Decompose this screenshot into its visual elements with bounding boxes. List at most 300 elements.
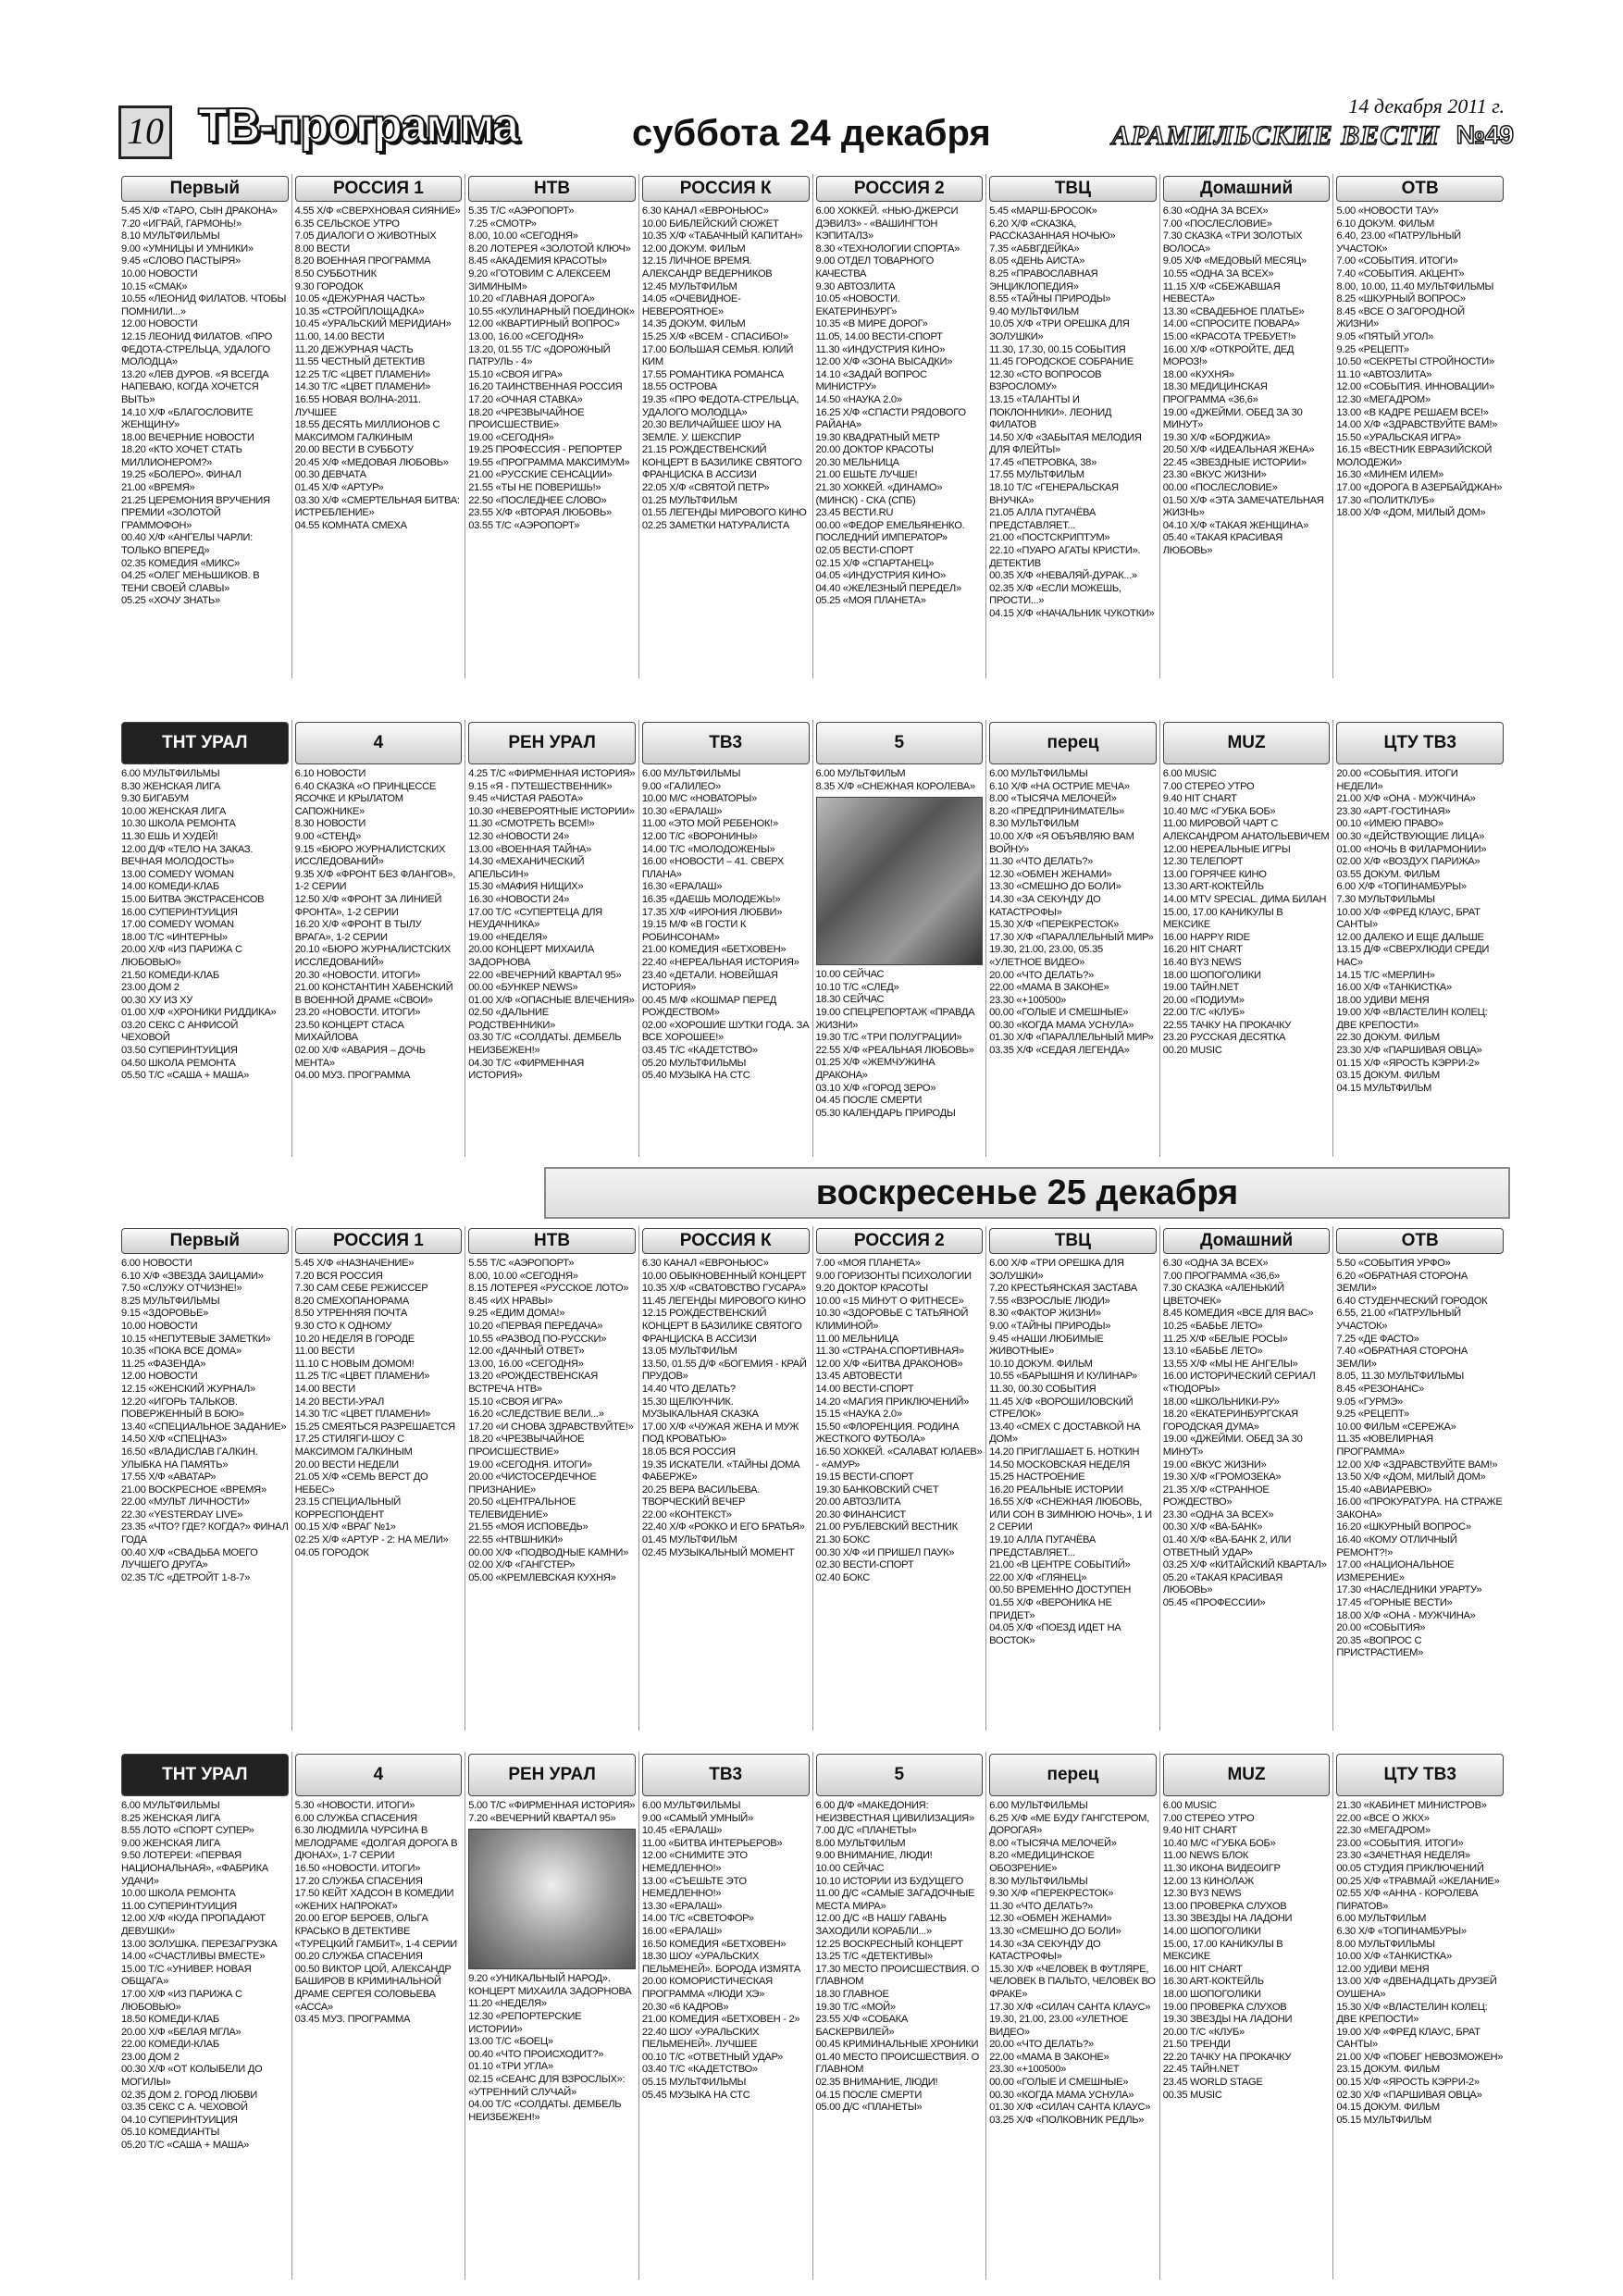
program-item: 23.20 РУССКАЯ ДЕСЯТКА — [1162, 1032, 1286, 1044]
program-item: 13.30 «СМЕШНО ДО БОЛИ» — [989, 881, 1121, 893]
program-item: 18.10 Т/С «ГЕНЕРАЛЬСКАЯ ВНУЧКА» — [989, 482, 1119, 506]
program-item: 14.00 «СЧАСТЛИВЫ ВМЕСТЕ» — [121, 1951, 266, 1963]
program-item: 02.15 «СЕАНС ДЛЯ ВЗРОСЛЫХ»: «УТРЕННИЙ СЛУЧАЙ» — [468, 2073, 626, 2098]
program-item: 10.30 ШКОЛА РЕМОНТА — [121, 818, 236, 830]
channel-logo: РОССИЯ К — [642, 176, 810, 202]
program-item: 14.15 Т/С «МЕРЛИН» — [1336, 969, 1435, 981]
program-item: 9.20 «ГОТОВИМ С АЛЕКСЕЕМ ЗИМИНЫМ» — [468, 267, 611, 292]
program-item: 22.45 «ЗВЕЗДНЫЕ ИСТОРИИ» — [1162, 456, 1307, 468]
program-item: 22.00 Т/С «КЛУБ» — [1162, 1007, 1245, 1019]
program-item: 15.00 БИТВА ЭКСТРАСЕНСОВ — [121, 893, 265, 905]
program-item: 18.00 Х/Ф «ДОМ, МИЛЫЙ ДОМ» — [1336, 507, 1486, 519]
program-list — [1163, 1258, 1331, 1610]
program-item: 04.45 ПОСЛЕ СМЕРТИ — [815, 1095, 923, 1107]
program-item: 05.15 МУЛЬТФИЛЬМ — [1336, 2114, 1432, 2126]
program-item: 00.10 «ИМЕЮ ПРАВО» — [1336, 818, 1443, 830]
program-item: 7.25 «СМОТР» — [468, 217, 537, 230]
channel-logo: ТНТ УРАЛ — [121, 722, 289, 764]
program-item: 6.00 MUSIC — [1162, 768, 1217, 779]
program-item: 14.10 Х/Ф «БЛАГОСЛОВИТЕ ЖЕНЩИНУ» — [121, 406, 254, 431]
program-item: 12.00 НОВОСТИ — [121, 1371, 198, 1383]
program-item: 05.25 «МОЯ ПЛАНЕТА» — [815, 595, 926, 607]
program-item: 14.05 «ОЧЕВИДНОЕ-НЕВЕРОЯТНОЕ» — [641, 293, 741, 317]
program-item: 17.00 БОЛЬШАЯ СЕМЬЯ. ЮЛИЙ КИМ — [641, 343, 794, 368]
program-item: 03.45 Т/С «КАДЕТСТВО» — [641, 1045, 758, 1057]
program-item: 8.30 «ФАКТОР ЖИЗНИ» — [989, 1308, 1101, 1320]
program-item: 02.25 Х/Ф «АРТУР - 2: НА МЕЛИ» — [294, 1534, 449, 1546]
program-item: 21.00 «ПОСТСКРИПТУМ» — [989, 532, 1110, 544]
program-list — [1163, 205, 1331, 558]
program-item: 12.30 «МЕГАДРОМ» — [1336, 393, 1431, 405]
program-item: 11.15 Х/Ф «СБЕЖАВШАЯ НЕВЕСТА» — [1162, 280, 1281, 305]
channel-column — [986, 1226, 1160, 1731]
program-item: 15.30 Х/Ф «ВЛАСТЕЛИН КОЛЕЦ: ДВЕ КРЕПОСТИ» — [1336, 2001, 1488, 2026]
program-item: 11.30 «ЧТО ДЕЛАТЬ?» — [989, 856, 1094, 868]
program-item: 5.50 «СОБЫТИЯ УРФО» — [1336, 1258, 1451, 1269]
channel-logo: ТВЦ — [989, 1228, 1157, 1254]
program-item: 16.25 Х/Ф «СПАСТИ РЯДОВОГО РАЙАНА» — [815, 406, 966, 431]
program-item: 8.20 СМЕХОПАНОРАМА — [294, 1295, 409, 1307]
program-item: 22.20 ТАЧКУ НА ПРОКАЧКУ — [1162, 2051, 1292, 2063]
program-item: 10.55 «ЛЕОНИД ФИЛАТОВ. ЧТОБЫ ПОМНИЛИ...» — [121, 293, 287, 317]
program-item: 18.30 МЕДИЦИНСКАЯ ПРОГРАММА «36,6» — [1162, 381, 1268, 405]
program-list — [816, 1258, 984, 1584]
program-item: 7.00 «ПОСЛЕСЛОВИЕ» — [1162, 217, 1272, 230]
program-item: 16.30 ART-КОКТЕЙЛЬ — [1162, 1976, 1264, 1988]
program-item: 14.00 КОМЕДИ-КЛАБ — [121, 881, 219, 893]
program-item: 20.30 «НОВОСТИ. ИТОГИ» — [294, 969, 421, 981]
program-item: 11.30 «ЧТО ДЕЛАТЬ?» — [989, 1900, 1094, 1912]
program-list — [1336, 1258, 1504, 1660]
program-item: 8.45 «АКАДЕМИЯ КРАСОТЫ» — [468, 255, 607, 267]
sunday-row-2 — [118, 1752, 1506, 2279]
program-item: 8.15 ЛОТЕРЕЯ «РУССКОЕ ЛОТО» — [468, 1283, 629, 1295]
program-item: 18.00 Х/Ф «ОНА - МУЖЧИНА» — [1336, 1609, 1476, 1621]
program-item: 17.25 СТИЛЯГИ-ШОУ С МАКСИМОМ ГАЛКИНЫМ — [294, 1433, 413, 1458]
program-item: 02.35 Х/Ф «ЕСЛИ МОЖЕШЬ, ПРОСТИ...» — [989, 582, 1121, 607]
program-item: 10.25 «БАБЬЕ ЛЕТО» — [1162, 1320, 1263, 1332]
program-item: 17.30 Х/Ф «СИЛАЧ САНТА КЛАУС» — [989, 2001, 1151, 2013]
program-item: 8.00 ВЕСТИ — [294, 242, 351, 254]
program-item: 19.15 М/Ф «В ГОСТИ К РОБИНСОНАМ» — [641, 919, 747, 943]
channel-column — [639, 1752, 813, 2279]
program-item: 5.35 Т/С «АЭРОПОРТ» — [468, 205, 575, 217]
program-item: 17.45 «ПЕТРОВКА, 38» — [989, 456, 1097, 468]
program-item: 7.50 «СЛУЖУ ОТЧИЗНЕ!» — [121, 1283, 242, 1295]
saturday-row-2 — [118, 720, 1506, 1157]
program-item: 12.15 ЛЕОНИД ФИЛАТОВ. «ПРО ФЕДОТА-СТРЕЛЬЦА, УДАЛОГО МОЛОДЦА» — [121, 330, 272, 368]
program-item: 11.30, 00.30 СОБЫТИЯ — [989, 1383, 1096, 1395]
program-item: 8.30 МУЛЬТФИЛЬМЫ — [989, 1875, 1088, 1887]
program-item: 17.30 «НАСЛЕДНИКИ УРАРТУ» — [1336, 1584, 1482, 1596]
program-item: 00.00 «ГОЛЫЕ И СМЕШНЫЕ» — [989, 1007, 1129, 1019]
program-item: 17.20 «И СНОВА ЗДРАВСТВУЙТЕ!» — [468, 1421, 634, 1433]
program-item: 6.40 СТУДЕНЧЕСКИЙ ГОРОДОК — [1336, 1295, 1488, 1307]
program-item: 18.20 «ЧРЕЗВЫЧАЙНОЕ ПРОИСШЕСТВИЕ» — [468, 1433, 585, 1458]
program-item: 12.30 «ОБМЕН ЖЕНАМИ» — [989, 868, 1112, 880]
program-item: 12.00 Д/С «В НАШУ ГАВАНЬ ЗАХОДИЛИ КОРАБЛИ...» — [815, 1913, 947, 1937]
program-item: 23.45 ВЕСТИ.RU — [815, 507, 894, 519]
program-item: 05.00 Д/С «ПЛАНЕТЫ» — [815, 2102, 923, 2114]
program-item: 02.00 Х/Ф «ВОЗДУХ ПАРИЖА» — [1336, 856, 1481, 868]
program-item: 15.30 Х/Ф «ПЕРЕКРЕСТОК» — [989, 919, 1120, 931]
program-item: 02.35 Т/С «ДЕТРОЙТ 1-8-7» — [121, 1571, 251, 1583]
program-item: 19.30, 21.00, 23.00 «УЛЕТНОЕ ВИДЕО» — [989, 2014, 1129, 2038]
program-item: 04.10 СУПЕРИНТУИЦИЯ — [121, 2114, 238, 2126]
channel-column — [292, 1752, 466, 2279]
program-item: 6.40, 23.00 «ПАТРУЛЬНЫЙ УЧАСТОК» — [1336, 230, 1461, 254]
program-item: 02.00 Х/Ф «ГАНГСТЕР» — [468, 1559, 576, 1571]
program-item: 9.25 «РЕЦЕПТ» — [1336, 1409, 1409, 1421]
program-item: 00.30 «КОГДА МАМА УСНУЛА» — [989, 1019, 1134, 1031]
program-item: 9.15 «БЮРО ЖУРНАЛИСТСКИХ ИССЛЕДОВАНИЙ» — [294, 843, 446, 868]
program-item: 19.35 ИСКАТЕЛИ. «ТАЙНЫ ДОМА ФАБЕРЖЕ» — [641, 1458, 800, 1483]
program-item: 22.55 «НТВШНИКИ» — [468, 1534, 564, 1546]
program-list — [816, 1800, 984, 2115]
program-item: 03.30 Х/Ф «СМЕРТЕЛЬНАЯ БИТВА: ИСТРЕБЛЕНИЕ» — [294, 494, 460, 519]
program-item: 16.15 «ВЕСТНИК ЕВРАЗИЙСКОЙ МОЛОДЕЖИ» — [1336, 444, 1493, 468]
program-item: 00.20 MUSIC — [1162, 1045, 1222, 1057]
program-item: 12.00 ДОКУМ. ФИЛЬМ — [641, 242, 746, 254]
program-item: 01.55 Х/Ф «ВЕРОНИКА НЕ ПРИДЕТ» — [989, 1597, 1112, 1621]
program-item: 01.00 «НОЧЬ В ФИЛАРМОНИИ» — [1336, 843, 1487, 855]
program-item: 03.25 Х/Ф «КИТАЙСКИЙ КВАРТАЛ» — [1162, 1559, 1327, 1571]
program-item: 12.25 ВОСКРЕСНЫЙ КОНЦЕРТ — [815, 1938, 963, 1950]
program-item: 14.50 Х/Ф «СПЕЦНАЗ» — [121, 1433, 228, 1446]
program-item: 23.30 «+100500» — [989, 994, 1067, 1006]
program-item: 12.00 13 КИНОЛАЖ — [1162, 1875, 1254, 1887]
program-item: 9.15 «Я - ПУТЕШЕСТВЕННИК» — [468, 780, 613, 792]
program-item: 01.40 МЕСТО ПРОИСШЕСТВИЯ. О ГЛАВНОМ — [815, 2051, 979, 2076]
program-item: 14.00 ВЕСТИ-СПОРТ — [815, 1383, 914, 1395]
program-item: 9.30 ГОРОДОК — [294, 280, 364, 292]
program-item: 00.35 MUSIC — [1162, 2089, 1222, 2101]
program-item: 16.50 КОМЕДИЯ «БЕТХОВЕН» — [641, 1938, 787, 1950]
program-item: 14.20 ВЕСТИ-УРАЛ — [294, 1396, 385, 1408]
program-item: 10.40 М/С «ГУБКА БОБ» — [1162, 805, 1276, 817]
program-item: 12.00 Х/Ф «БИТВА ДРАКОНОВ» — [815, 1358, 963, 1370]
program-item: 20.45 Х/Ф «МЕДОВАЯ ЛЮБОВЬ» — [294, 456, 449, 468]
program-item: 12.30 «РЕПОРТЕРСКИЕ ИСТОРИИ» — [468, 2010, 582, 2035]
program-item: 00.40 «ЧТО ПРОИСХОДИТ?» — [468, 2048, 604, 2060]
program-item: 20.35 «ВОПРОС С ПРИСТРАСТИЕМ» — [1336, 1634, 1424, 1659]
channel-column — [118, 174, 292, 678]
program-item: 22.00 «МАМА В ЗАКОНЕ» — [989, 2051, 1109, 2063]
program-item: 14.30 Т/С «ЦВЕТ ПЛАМЕНИ» — [294, 1409, 430, 1421]
program-item: 7.00 СТЕРЕО УТРО — [1162, 780, 1255, 792]
program-item: 00.00 Х/Ф «ПОДВОДНЫЕ КАМНИ» — [468, 1546, 629, 1558]
program-item: 8.50 СУББОТНИК — [294, 267, 377, 279]
program-item: 6.10 Х/Ф «ЗВЕЗДА ЗАИЦАМИ» — [121, 1270, 264, 1282]
program-item: 10.00 ФИЛЬМ «СЕРЕЖА» — [1336, 1421, 1456, 1433]
program-item: 15.15 «НАУКА 2.0» — [815, 1409, 902, 1421]
program-item: 21.00 КОНСТАНТИН ХАБЕНСКИЙ В ВОЕННОЙ ДРАМЕ «СВОИ» — [294, 982, 453, 1006]
program-item: 16.00 HAPPY RIDE — [1162, 931, 1250, 943]
program-item: 00.40 Х/Ф «СВАДЬБА МОЕГО ЛУЧШЕГО ДРУГА» — [121, 1546, 258, 1571]
program-item: 11.00 NEWS БЛОК — [1162, 1850, 1249, 1862]
program-item: 00.00 «ФЕДОР ЕМЕЛЬЯНЕНКО. ПОСЛЕДНИЙ ИМПЕРАТОР» — [815, 519, 965, 544]
program-item: 20.30 «6 КАДРОВ» — [641, 2001, 729, 2013]
program-item: 10.05 «НОВОСТИ. ЕКАТЕРИНБУРГ» — [815, 293, 900, 317]
program-item: 05.20 МУЛЬТФИЛЬМЫ — [641, 1057, 747, 1069]
program-item: 12.00 Х/Ф «ЗОНА ВЫСАДКИ» — [815, 356, 953, 368]
program-item: 6.00 МУЛЬТФИЛЬМЫ — [641, 768, 741, 779]
program-item: 02.40 БОКС — [815, 1571, 870, 1583]
program-item: 02.55 Х/Ф «АННА - КОРОЛЕВА ПИРАТОВ» — [1336, 1888, 1479, 1912]
program-item: 10.45 «УРАЛЬСКИЙ МЕРИДИАН» — [294, 318, 452, 330]
program-item: 01.40 Х/Ф «ВА-БАНК 2, ИЛИ ОТВЕТНЫЙ УДАР» — [1162, 1534, 1292, 1558]
program-item: 22.00 «ВЕЧЕРНИЙ КВАРТАЛ 95» — [468, 969, 622, 981]
program-item: 21.55 «ТЫ НЕ ПОВЕРИШЬ!» — [468, 482, 601, 494]
channel-logo: 5 — [816, 722, 984, 764]
channel-logo: ЦТУ ТВ3 — [1336, 722, 1504, 764]
program-item: 21.35 Х/Ф «СТРАННОЕ РОЖДЕСТВО» — [1162, 1483, 1270, 1508]
program-item: 14.50 Х/Ф «ЗАБЫТАЯ МЕЛОДИЯ ДЛЯ ФЛЕЙТЫ» — [989, 431, 1142, 456]
program-item: 10.30 «НЕВЕРОЯТНЫЕ ИСТОРИИ» — [468, 805, 635, 817]
program-item: 17.55 МУЛЬТФИЛЬМ — [989, 469, 1084, 481]
program-list — [121, 1800, 289, 2153]
program-item: 16.40 «КОМУ ОТЛИЧНЫЙ РЕМОНТ?!» — [1336, 1534, 1457, 1558]
program-item: 8.35 Х/Ф «СНЕЖНАЯ КОРОЛЕВА» — [815, 780, 975, 792]
program-item: 03.15 ДОКУМ. ФИЛЬМ — [1336, 1070, 1440, 1082]
program-item: 9.00 ЖЕНСКАЯ ЛИГА — [121, 1837, 221, 1849]
program-item: 11.00, 14.00 ВЕСТИ — [294, 330, 385, 342]
program-item: 16.35 «ДАЕШЬ МОЛОДЕЖЬ!» — [641, 893, 781, 905]
program-item: 8.30 НОВОСТИ — [294, 818, 366, 830]
program-item: 6.00 НОВОСТИ — [121, 1258, 192, 1269]
program-item: 17.00 Т/С «СУПЕРТЕЦА ДЛЯ НЕУДАЧНИКА» — [468, 906, 602, 931]
program-item: 22.00 «ВСЕ О ЖКХ» — [1336, 1812, 1430, 1824]
program-item: 13.00, 16.00 «СЕГОДНЯ» — [468, 1358, 584, 1370]
program-item: 8.20 ВОЕННАЯ ПРОГРАММА — [294, 255, 431, 267]
program-item: 20.00 «ЧИСТОСЕРДЕЧНОЕ ПРИЗНАНИЕ» — [468, 1471, 597, 1496]
program-item: 8.30 ЖЕНСКАЯ ЛИГА — [121, 780, 221, 792]
program-item: 5.45 Х/Ф «НАЗНАЧЕНИЕ» — [294, 1258, 415, 1269]
program-item: 12.25 Т/С «ЦВЕТ ПЛАМЕНИ» — [294, 368, 430, 380]
program-item: 9.05 «ГУРМЭ» — [1336, 1396, 1403, 1408]
program-item: 05.15 МУЛЬТФИЛЬМЫ — [641, 2077, 747, 2089]
program-item: 16.00 «ЕРАЛАШ» — [641, 1925, 723, 1937]
program-item: 00.00 «ПОСЛЕСЛОВИЕ» — [1162, 482, 1278, 494]
program-item: 7.20 ВСЯ РОССИЯ — [294, 1270, 383, 1282]
program-item: 00.30 Х/Ф «ОТ КОЛЫБЕЛИ ДО МОГИЛЫ» — [121, 2064, 263, 2089]
program-item: 11.25 Т/С «ЦВЕТ ПЛАМЕНИ» — [294, 1371, 430, 1383]
channel-column — [639, 720, 813, 1157]
program-item: 13.30 «ЕРАЛАШ» — [641, 1900, 723, 1912]
program-item: 13.00, 16.00 «СЕГОДНЯ» — [468, 330, 584, 342]
program-item: 10.35 «В МИРЕ ДОРОГ» — [815, 318, 928, 330]
program-item: 01.10 «ТРИ УГЛА» — [468, 2061, 553, 2073]
program-item: 02.15 Х/Ф «СПАРТАНЕЦ» — [815, 557, 935, 569]
program-item: 20.00 Х/Ф «БЕЛАЯ МГЛА» — [121, 2026, 242, 2038]
program-item: 13.20, 01.55 Т/С «ДОРОЖНЫЙ ПАТРУЛЬ - 4» — [468, 343, 611, 368]
program-item: 6.00 МУЛЬТФИЛЬМЫ — [989, 1800, 1088, 1811]
program-item: 13.25 Т/С «ДЕТЕКТИВЫ» — [815, 1951, 933, 1963]
program-item: 23.55 Х/Ф «СОБАКА БАСКЕРВИЛЕЙ» — [815, 2014, 908, 2038]
program-item: 6.35 СЕЛЬСКОЕ УТРО — [294, 217, 400, 230]
program-item: 22.30 ДОКУМ. ФИЛЬМ — [1336, 1032, 1440, 1044]
program-item: 14.30 «ЗА СЕКУНДУ ДО КАТАСТРОФЫ» — [989, 1938, 1101, 1963]
program-item: 12.00 Д/Ф «ТЕЛО НА ЗАКАЗ. ВЕЧНАЯ МОЛОДОСТЬ» — [121, 843, 254, 868]
program-item: 18.55 ДЕСЯТЬ МИЛЛИОНОВ С МАКСИМОМ ГАЛКИНЫМ — [294, 419, 440, 443]
program-item: 13.50 Х/Ф «ДОМ, МИЛЫЙ ДОМ» — [1336, 1471, 1486, 1483]
program-item: 6.10 Х/Ф «НА ОСТРИЕ МЕЧА» — [989, 780, 1130, 792]
program-item: 16.50 «ВЛАДИСЛАВ ГАЛКИН. УЛЫБКА НА ПАМЯТЬ» — [121, 1446, 258, 1471]
program-item: 7.00 СТЕРЕО УТРО — [1162, 1812, 1255, 1824]
program-item: 17.20 «ОЧНАЯ СТАВКА» — [468, 393, 583, 405]
program-item: 12.30 «ОБМЕН ЖЕНАМИ» — [989, 1913, 1112, 1925]
program-item: 13.15 «ТАЛАНТЫ И ПОКЛОННИКИ». ЛЕОНИД ФИЛАТОВ — [989, 393, 1112, 431]
channel-column — [813, 1752, 987, 2279]
channel-column — [639, 1226, 813, 1731]
program-item: 8.45 КОМЕДИЯ «ВСЕ ДЛЯ ВАС» — [1162, 1308, 1314, 1320]
channel-column — [465, 174, 639, 678]
program-item: 16.55 Х/Ф «СНЕЖНАЯ ЛЮБОВЬ, ИЛИ СОН В ЗИМНЮЮ НОЧЬ», 1 И 2 СЕРИИ — [989, 1496, 1152, 1533]
program-item: 19.25 «БОЛЕРО». ФИНАЛ — [121, 469, 242, 481]
program-item: 19.25 ПРОФЕССИЯ - РЕПОРТЕР — [468, 444, 623, 456]
program-item: 20.30 ФИНАНСИСТ — [815, 1508, 906, 1520]
program-item: 00.20 СЛУЖБА СПАСЕНИЯ — [294, 1951, 423, 1963]
program-item: 8.45 «РЕЗОНАНС» — [1336, 1383, 1424, 1395]
program-item: 12.30 «НОВОСТИ 24» — [468, 830, 570, 842]
program-item: 11.25 Х/Ф «БЕЛЫЕ РОСЫ» — [1162, 1333, 1288, 1345]
program-item: 13.55 Х/Ф «МЫ НЕ АНГЕЛЫ» — [1162, 1358, 1298, 1370]
program-item: 11.00 Д/С «САМЫЕ ЗАГАДОЧНЫЕ МЕСТА МИРА» — [815, 1888, 975, 1912]
program-item: 16.00 Х/Ф «ТАНКИСТКА» — [1336, 982, 1452, 994]
program-item: 21.00 КОМЕДИЯ «БЕТХОВЕН» — [641, 944, 787, 956]
program-item: 10.00 БИБЛЕЙСКИЙ СЮЖЕТ — [641, 217, 779, 230]
program-item: 12.45 МУЛЬТФИЛЬМ — [641, 280, 737, 292]
program-item: 00.35 Х/Ф «НЕВАЛЯЙ-ДУРАК...» — [989, 570, 1137, 582]
program-item: 13.00 ПРОВЕРКА СЛУХОВ — [1162, 1900, 1287, 1912]
newspaper-title: АРАМИЛЬСКИЕ ВЕСТИ — [1111, 120, 1440, 151]
program-list — [295, 768, 463, 1083]
program-item: 8.25 «ШКУРНЫЙ ВОПРОС» — [1336, 293, 1466, 305]
program-item: 18.20 «ЕКАТЕРИНБУРГСКАЯ ГОРОДСКАЯ ДУМА» — [1162, 1409, 1298, 1433]
program-item: 8.00 «ТЫСЯЧА МЕЛОЧЕЙ» — [989, 1837, 1117, 1849]
program-item: 22.50 «ПОСЛЕДНЕЕ СЛОВО» — [468, 494, 607, 506]
program-item: 15.00, 17.00 КАНИКУЛЫ В МЕКСИКЕ — [1162, 1938, 1283, 1963]
program-item: 16.20 Х/Ф «ФРОНТ В ТЫЛУ ВРАГА», 1-2 СЕРИИ — [294, 919, 422, 943]
program-item: 00.30 ХУ ИЗ ХУ — [121, 994, 193, 1006]
saturday-row-1 — [118, 174, 1506, 678]
program-list — [468, 205, 636, 532]
program-item: 8.30 МУЛЬТФИЛЬМ — [989, 818, 1079, 830]
program-item: 16.30 «ЕРАЛАШ» — [641, 881, 723, 893]
program-list — [816, 768, 984, 1120]
program-item: 19.30 Т/С «МОЙ» — [815, 2001, 896, 2013]
channel-column — [813, 174, 987, 678]
program-item: 05.45 «ПРОФЕССИИ» — [1162, 1597, 1266, 1609]
program-item: 7.05 ДИАЛОГИ О ЖИВОТНЫХ — [294, 230, 437, 242]
program-item: 10.35 Х/Ф «ТАБАЧНЫЙ КАПИТАН» — [641, 230, 803, 242]
program-item: 04.00 Т/С «СОЛДАТЫ. ДЕМБЕЛЬ НЕИЗБЕЖЕН!» — [468, 2099, 622, 2123]
program-item: 11.20 ДЕЖУРНАЯ ЧАСТЬ — [294, 343, 414, 355]
program-item: 04.30 Т/С «ФИРМЕННАЯ ИСТОРИЯ» — [468, 1057, 585, 1082]
program-item: 19.30 Т/С «ТРИ ПОЛУГРАЦИИ» — [815, 1032, 962, 1044]
program-item: 11.10 С НОВЫМ ДОМОМ! — [294, 1358, 415, 1370]
program-item: 9.05 Х/Ф «МЕДОВЫЙ МЕСЯЦ» — [1162, 255, 1307, 267]
channel-column — [465, 720, 639, 1157]
program-item: 14.30 «МЕХАНИЧЕСКИЙ АПЕЛЬСИН» — [468, 856, 585, 880]
program-item: 8.20 «МЕДИЦИНСКОЕ ОБОЗРЕНИЕ» — [989, 1850, 1095, 1874]
program-item: 8.20 «ПРЕДПРИНИМАТЕЛЬ» — [989, 805, 1124, 817]
channel-column — [1333, 720, 1506, 1157]
program-item: 23.35 «ЧТО? ГДЕ? КОГДА?» ФИНАЛ ГОДА — [121, 1521, 289, 1546]
program-item: 20.00 Т/С «КЛУБ» — [1162, 2026, 1245, 2038]
program-item: 16.30 «МИНЕМ ИЛЕМ» — [1336, 469, 1444, 481]
program-item: 19.30, 21.00, 23.00, 05.35 «УЛЕТНОЕ ВИДЕО» — [989, 944, 1103, 968]
program-item: 11.55 ЧЕСТНЫЙ ДЕТЕКТИВ — [294, 356, 426, 368]
page-header — [118, 94, 1514, 165]
program-item: 11.35 «ЮВЕЛИРНАЯ ПРОГРАММА» — [1336, 1433, 1433, 1458]
program-item: 12.00 Т/С «ВОРОНИНЫ» — [641, 830, 758, 842]
program-item: 19.00 Х/Ф «ВЛАСТЕЛИН КОЛЕЦ: ДВЕ КРЕПОСТИ» — [1336, 1007, 1488, 1031]
program-item: 10.00 ШКОЛА РЕМОНТА — [121, 1888, 236, 1900]
program-item: 18.00 УДИВИ МЕНЯ — [1336, 994, 1430, 1006]
program-item: 9.30 АВТОЗЛИТА — [815, 280, 896, 292]
program-item: 9.00 «СТЕНД» — [294, 830, 362, 842]
channel-logo: Домашний — [1163, 1228, 1331, 1254]
program-item: 10.35 «ПОКА ВСЕ ДОМА» — [121, 1346, 242, 1358]
program-item: 17.00 «НАЦИОНАЛЬНОЕ ИЗМЕРЕНИЕ» — [1336, 1559, 1455, 1583]
program-item: 00.30 «ДЕЙСТВУЮЩИЕ ЛИЦА» — [1336, 830, 1485, 842]
program-item: 7.30 САМ СЕБЕ РЕЖИССЕР — [294, 1283, 428, 1295]
program-item: 17.55 Х/Ф «АВАТАР» — [121, 1471, 217, 1483]
program-item: 04.40 «ЖЕЛЕЗНЫЙ ПЕРЕДЕЛ» — [815, 582, 961, 594]
program-item: 12.00 «СОБЫТИЯ. ИННОВАЦИИ» — [1336, 381, 1494, 393]
program-item: 11.30 «ИНДУСТРИЯ КИНО» — [815, 343, 946, 355]
program-item: 02.35 КОМЕДИЯ «МИКС» — [121, 557, 241, 569]
channel-column — [813, 1226, 987, 1731]
program-item: 04.10 Х/Ф «ТАКАЯ ЖЕНЩИНА» — [1162, 519, 1309, 531]
program-item: 14.00 Т/С «СВЕТОФОР» — [641, 1913, 754, 1925]
program-item: 14.20 «МАГИЯ ПРИКЛЮЧЕНИЙ» — [815, 1396, 970, 1408]
program-item: 21.55 «МОЯ ИСПОВЕДЬ» — [468, 1521, 588, 1533]
program-item: 6.10 ДОКУМ. ФИЛЬМ — [1336, 217, 1435, 230]
program-item: 22.00 Х/Ф «ГЛЯНЕЦ» — [989, 1571, 1087, 1583]
program-item: 6.20 «ОБРАТНАЯ СТОРОНА ЗЕМЛИ» — [1336, 1270, 1468, 1295]
program-item: 17.35 Х/Ф «ИРОНИЯ ЛЮБВИ» — [641, 906, 783, 918]
program-list — [468, 768, 636, 1083]
program-item: 04.15 Х/Ф «НАЧАЛЬНИК ЧУКОТКИ» — [989, 608, 1155, 619]
program-item: 6.30 КАНАЛ «ЕВРОНЬЮС» — [641, 1258, 769, 1269]
program-item: 18.30 ГЛАВНОЕ — [815, 1988, 889, 2000]
program-item: 10.20 «ГЛАВНАЯ ДОРОГА» — [468, 293, 595, 305]
program-item: 21.50 ТРЕНДИ — [1162, 2039, 1231, 2051]
program-item: 8.25 ЖЕНСКАЯ ЛИГА — [121, 1812, 221, 1824]
channel-column — [639, 174, 813, 678]
program-list — [642, 768, 810, 1083]
program-item: 01.30 Х/Ф «СИЛАЧ САНТА КЛАУС» — [989, 2102, 1151, 2114]
program-item: 23.30 «АРТ-ГОСТИНАЯ» — [1336, 805, 1451, 817]
program-item: 00.45 КРИМИНАЛЬНЫЕ ХРОНИКИ — [815, 2039, 979, 2051]
program-item: 03.50 СУПЕРИНТУИЦИЯ — [121, 1045, 238, 1057]
program-item: 7.00 ПРОГРАММА «36,6» — [1162, 1270, 1280, 1282]
program-item: 11.20 «НЕДЕЛЯ» — [468, 1998, 547, 2010]
program-item: 20.00 Х/Ф «ИЗ ПАРИЖА С ЛЮБОВЬЮ» — [121, 944, 242, 968]
program-item: 10.00 СЕЙЧАС — [815, 969, 885, 981]
program-item: 20.00 АВТОЗЛИТА — [815, 1496, 901, 1508]
program-item: 6.00 МУЛЬТФИЛЬМЫ — [641, 1800, 741, 1811]
program-item: 19.15 ВЕСТИ-СПОРТ — [815, 1471, 914, 1483]
channel-column — [1160, 1226, 1334, 1731]
program-item: 17.00 Х/Ф «ИЗ ПАРИЖА С ЛЮБОВЬЮ» — [121, 1988, 242, 2013]
channel-logo: ТВ3 — [642, 1754, 810, 1796]
program-item: 21.15 РОЖДЕСТВЕНСКИЙ КОНЦЕРТ В БАЗИЛИКЕ СВЯТОГО ФРАНЦИСКА В АССИЗИ — [641, 444, 802, 481]
program-item: 12.15 РОЖДЕСТВЕНСКИЙ КОНЦЕРТ В БАЗИЛИКЕ СВЯТОГО ФРАНЦИСКА В АССИЗИ — [641, 1308, 802, 1345]
program-item: 9.05 «ПЯТЫЙ УГОЛ» — [1336, 330, 1434, 342]
